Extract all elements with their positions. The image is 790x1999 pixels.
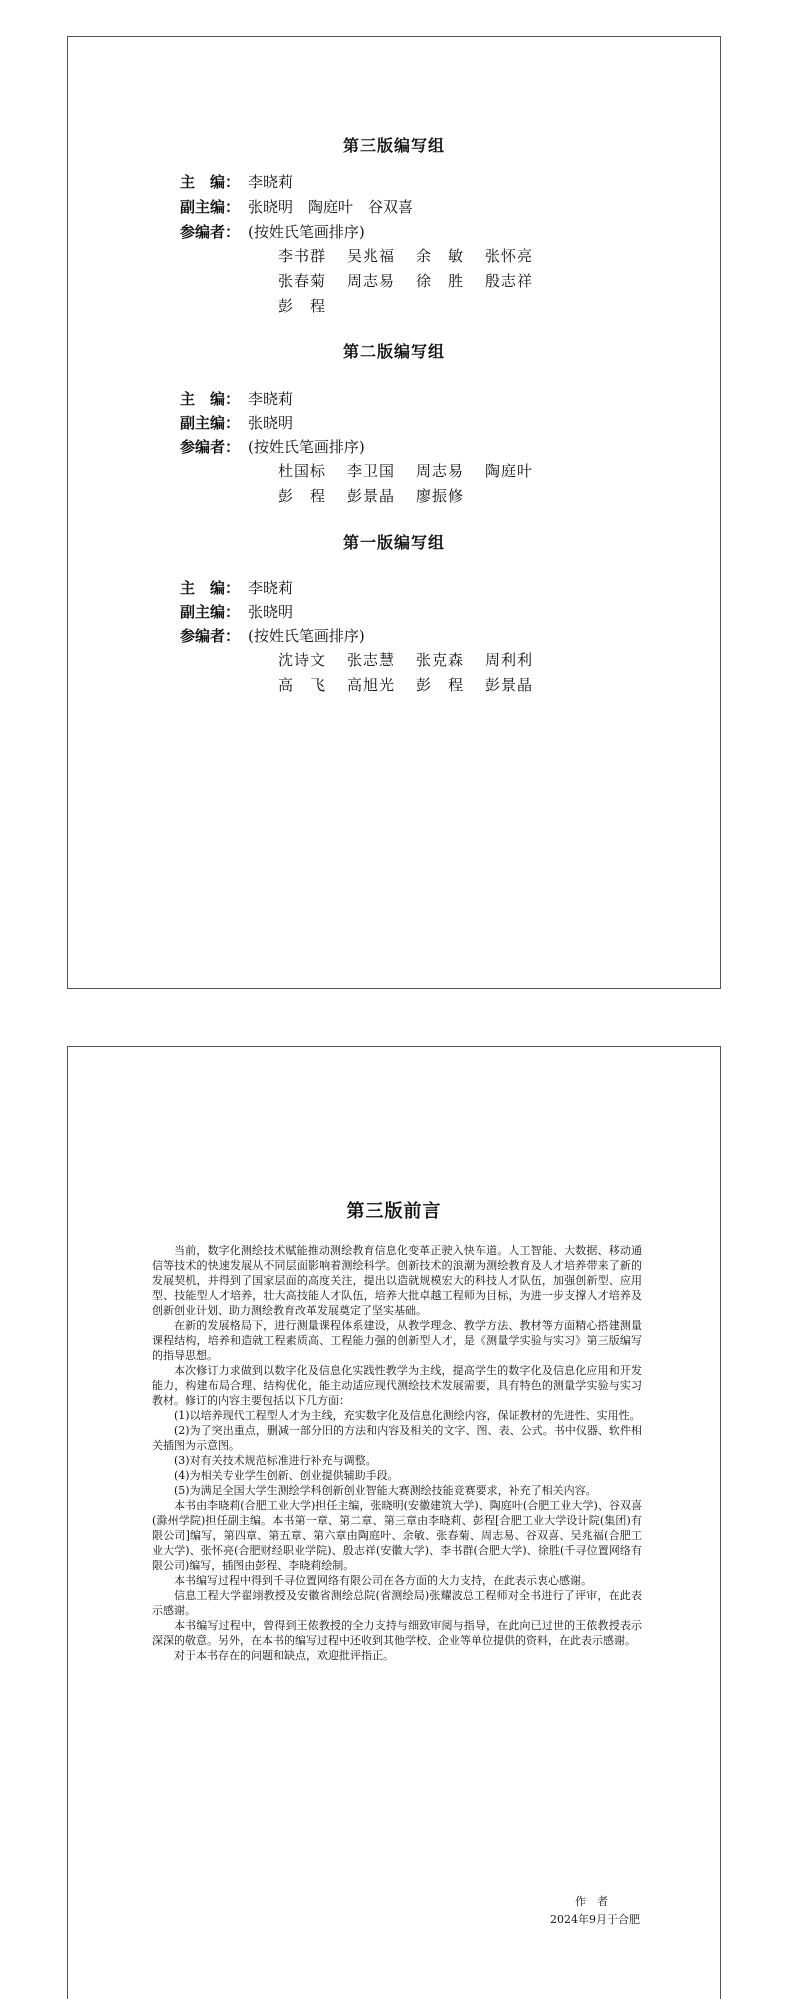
contributor-name: 殷志祥 [485, 272, 534, 290]
preface-page [67, 1046, 721, 1999]
chief-editor-name: 李晓莉 [248, 579, 294, 597]
group-title: 第二版编写组 [342, 342, 445, 361]
preface-paragraph: 本书编写过程中得到千寻位置网络有限公司在各方面的大力支持，在此表示衷心感谢。 [174, 1574, 592, 1587]
chief-editor-label: 主 编： [180, 173, 241, 191]
contributor-name: 彭 程 [278, 297, 327, 315]
deputy-editor-row [180, 412, 293, 433]
contributor-name: 彭 程 [416, 676, 465, 694]
contributors-note: (按姓氏笔画排序) [248, 438, 365, 456]
contributor-name: 高旭光 [347, 676, 396, 694]
contributors-row [180, 436, 365, 457]
contributor-name: 廖振修 [416, 487, 465, 505]
preface-title: 第三版前言 [346, 1201, 442, 1222]
contributor-name: 余 敏 [416, 247, 465, 265]
preface-paragraph: (2)为了突出重点，删减一部分旧的方法和内容及相关的文字、图、表、公式。书中仪器、软件相关插图为示意图。 [152, 1424, 642, 1452]
editorial-page [67, 36, 721, 989]
contributor-name: 李卫国 [347, 462, 396, 480]
contributor-name: 沈诗文 [278, 651, 327, 669]
preface-paragraph: 在新的发展格局下，进行测量课程体系建设，从教学理念、教学方法、教材等方面精心搭建测量课程结构，培养和造就工程素质高、工程能力强的创新型人才，是《测量学实验与实习》第三版编写的指导思想。 [152, 1319, 642, 1362]
contributor-name: 彭景晶 [347, 487, 396, 505]
contributor-name: 张志慧 [347, 651, 396, 669]
preface-paragraph: 本书编写过程中，曾得到王侬教授的全力支持与细致审阅与指导，在此向已过世的王侬教授表示深深的敬意。另外，在本书的编写过程中还收到其他学校、企业等单位提供的资料，在此表示感谢。 [152, 1619, 642, 1647]
preface-body [152, 1243, 642, 1663]
preface-paragraph: 本书由李晓莉(合肥工业大学)担任主编，张晓明(安徽建筑大学)、陶庭叶(合肥工业大学)、谷双喜(滁州学院)担任副主编。本书第一章、第二章、第三章由李晓莉、彭程[合肥工业大学设计院(集团)有限公司]编写，第四章、第五章、第六章由陶庭叶、余敏、张春菊、周志易、谷双喜、吴兆福(合肥工业大学)、张怀亮(合肥财经职业学院)、殷志祥(安徽大学)、李书群(合肥大学)、徐胜(千寻位置网络有限公司)编写，插图由彭程、李晓莉绘制。 [152, 1499, 642, 1572]
contributor-name: 张怀亮 [485, 247, 534, 265]
chief-editor-row [180, 171, 293, 192]
contributor-name: 李书群 [278, 247, 327, 265]
deputy-editor-label: 副主编： [180, 603, 241, 621]
contributor-names-row [278, 245, 554, 266]
chief-editor-row [180, 388, 293, 409]
deputy-editor-label: 副主编： [180, 414, 241, 432]
contributor-name: 徐 胜 [416, 272, 465, 290]
contributor-name: 吴兆福 [347, 247, 396, 265]
contributor-name: 周志易 [347, 272, 396, 290]
contributor-names-row [278, 295, 347, 316]
chief-editor-row [180, 577, 293, 598]
deputy-editor-names: 张晓明 [248, 603, 294, 621]
contributor-name: 周志易 [416, 462, 465, 480]
contributor-name: 彭 程 [278, 487, 327, 505]
deputy-editor-row [180, 601, 293, 622]
contributor-name: 陶庭叶 [485, 462, 534, 480]
contributor-name: 张春菊 [278, 272, 327, 290]
preface-paragraph: 本次修订力求做到以数字化及信息化实践性教学为主线，提高学生的数字化及信息化应用和开发能力，构建布局合理、结构优化，能主动适应现代测绘技术发展需要，具有特色的测量学实验与实习教材。修订的内容主要包括以下几方面： [152, 1364, 642, 1407]
preface-signature: 作 者 [575, 1895, 608, 1908]
chief-editor-name: 李晓莉 [248, 173, 294, 191]
group-title: 第三版编写组 [342, 136, 445, 155]
contributor-name: 高 飞 [278, 676, 327, 694]
contributor-name: 张克森 [416, 651, 465, 669]
contributor-names-row [278, 485, 485, 506]
contributors-note: (按姓氏笔画排序) [248, 223, 365, 241]
deputy-editor-names: 张晓明 [248, 414, 294, 432]
contributor-names-row [278, 649, 554, 670]
contributors-row [180, 625, 365, 646]
deputy-editor-label: 副主编： [180, 198, 241, 216]
deputy-editor-row [180, 196, 413, 217]
preface-paragraph: (1)以培养现代工程型人才为主线，充实数字化及信息化测绘内容，保证教材的先进性、实用性。 [174, 1409, 641, 1422]
contributors-label: 参编者： [180, 627, 241, 645]
chief-editor-label: 主 编： [180, 390, 241, 408]
deputy-editor-names: 张晓明 陶庭叶 谷双喜 [248, 198, 414, 216]
chief-editor-name: 李晓莉 [248, 390, 294, 408]
preface-paragraph: (5)为满足全国大学生测绘学科创新创业智能大赛测绘技能竞赛要求，补充了相关内容。 [174, 1484, 597, 1497]
contributors-note: (按姓氏笔画排序) [248, 627, 365, 645]
preface-date: 2024年9月于合肥 [550, 1913, 640, 1926]
preface-paragraph: (3)对有关技术规范标准进行补充与调整。 [174, 1454, 377, 1467]
contributor-name: 彭景晶 [485, 676, 534, 694]
contributors-label: 参编者： [180, 223, 241, 241]
contributor-names-row [278, 270, 554, 291]
contributor-names-row [278, 460, 554, 481]
contributors-row [180, 221, 365, 242]
chief-editor-label: 主 编： [180, 579, 241, 597]
preface-paragraph: 对于本书存在的问题和缺点，欢迎批评指正。 [174, 1649, 394, 1662]
preface-paragraph: 当前，数字化测绘技术赋能推动测绘教育信息化变革正驶入快车道。人工智能、大数据、移动通信等技术的快速发展从不同层面影响着测绘科学。创新技术的浪潮为测绘教育及人才培养带来了新的发展契机，并得到了国家层面的高度关注，提出以造就规模宏大的科技人才队伍，加强创新型、应用型、技能型人才培养，壮大高技能人才队伍，培养大批卓越工程师为目标，为进一步支撑人才培养及创新创业计划、助力测绘教育改革发展奠定了坚实基础。 [152, 1244, 642, 1317]
preface-paragraph: 信息工程大学翟翊教授及安徽省测绘总院(省测绘局)张耀波总工程师对全书进行了评审，在此表示感谢。 [152, 1589, 642, 1617]
preface-paragraph: (4)为相关专业学生创新、创业提供辅助手段。 [174, 1469, 399, 1482]
contributor-names-row [278, 674, 554, 695]
group-title: 第一版编写组 [342, 533, 445, 552]
contributor-name: 周利利 [485, 651, 534, 669]
contributor-name: 杜国标 [278, 462, 327, 480]
contributors-label: 参编者： [180, 438, 241, 456]
